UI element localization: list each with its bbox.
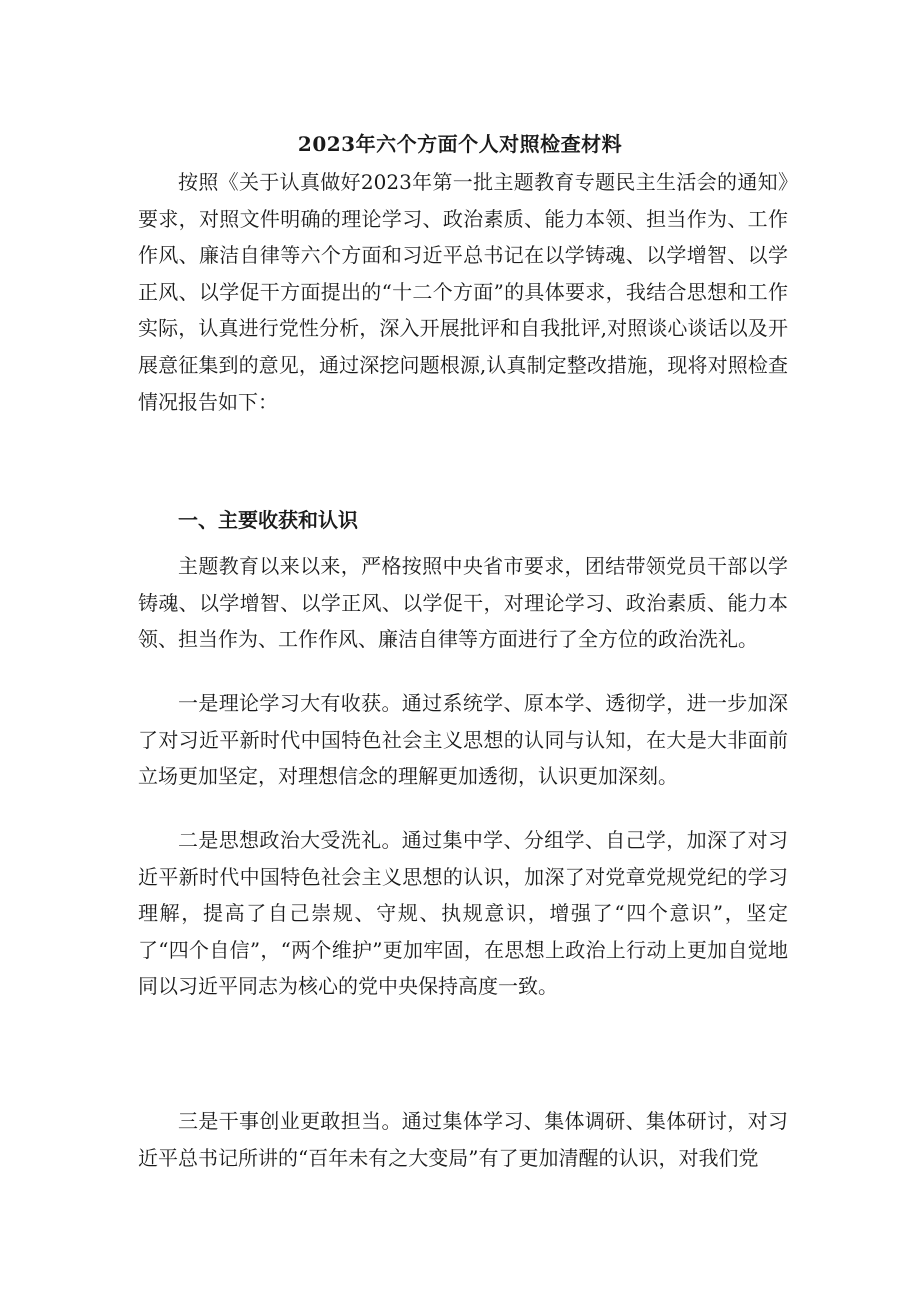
section1-paragraph-4: 三是干事创业更敢担当。通过集体学习、集体调研、集体研讨，对习近平总书记所讲的“百年未有之大变局”有了更加清醒的认识，对我们党 [138,1109,788,1170]
section-heading-1: 一、主要收获和认识 [178,508,358,532]
document-title: 2023年六个方面个人对照检查材料 [297,132,623,157]
section1-paragraph-2: 一是理论学习大有收获。通过系统学、原本学、透彻学，进一步加深了对习近平新时代中国特色社会主义思想的认同与认知，在大是大非面前立场更加坚定，对理想信念的理解更加透彻，认识更加深刻。 [138,691,788,789]
intro-paragraph: 按照《关于认真做好2023年第一批主题教育专题民主生活会的通知》要求，对照文件明确的理论学习、政治素质、能力本领、担当作为、工作作风、廉洁自律等六个方面和习近平总书记在以学铸魂、以学增智、以学正风、以学促干方面提出的“十二个方面”的具体要求，我结合思想和工作实际，认真进行党性分析，深入开展批评和自我批评,对照谈心谈话以及开展意征集到的意见，通过深挖问题根源,认真制定整改措施，现将对照检查情况报告如下： [138,170,788,414]
section1-paragraph-3: 二是思想政治大受洗礼。通过集中学、分组学、自己学，加深了对习近平新时代中国特色社会主义思想的认识，加深了对党章党规党纪的学习理解，提高了自己崇规、守规、执规意识，增强了“四个意识”，坚定了“四个自信”，“两个维护”更加牢固，在思想上政治上行动上更加自觉地同以习近平同志为核心的党中央保持高度一致。 [138,828,788,999]
section1-paragraph-1: 主题教育以来以来，严格按照中央省市要求，团结带领党员干部以学铸魂、以学增智、以学正风、以学促干，对理论学习、政治素质、能力本领、担当作为、工作作风、廉洁自律等方面进行了全方位的政治洗礼。 [138,554,788,652]
